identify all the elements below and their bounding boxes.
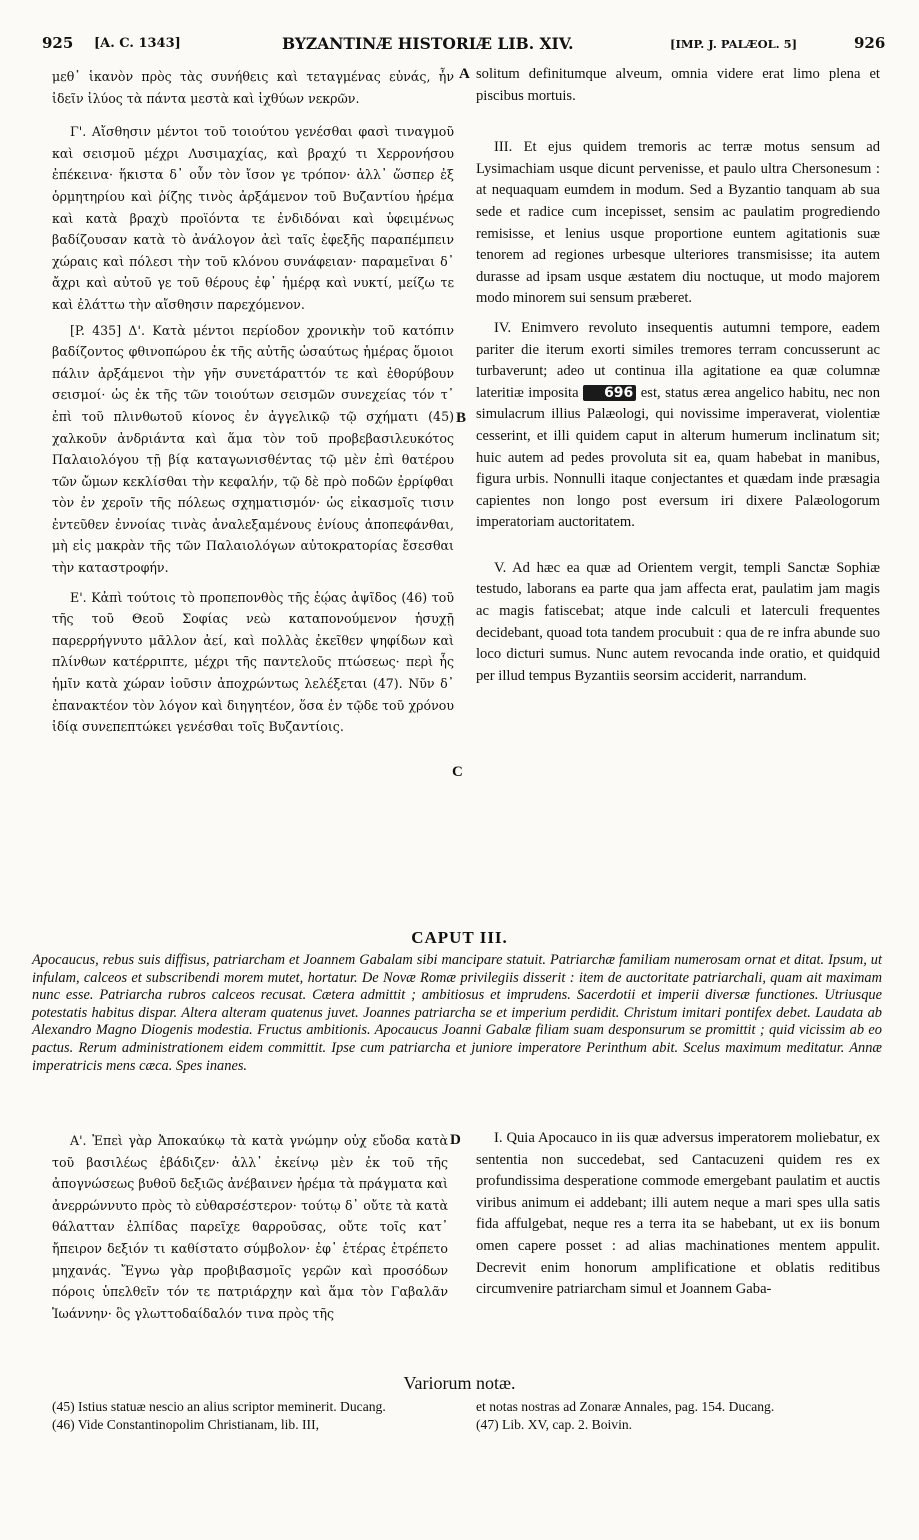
chapter-summary: Apocaucus, rebus suis diffisus, patriarcham et Joannem Gabalam sibi mancipare statuit. Patriarchæ familiam numerosam ornat et ditat. Ipsum, ut infulam, calceos et subscribendi morem mutet, hortatur. De Novæ Romæ privilegiis disserit : item de auctoritate patriarchali, quam ait maximam nunc esse. Patriarcha rubros calceos recusat. Cætera admittit ; ambitiosus et imprudens. Sacerdotii et imperii diversæ functiones. Utriusque potestatis habitus dispar. Altera alteram quatenus juvet. Joannes patriarcha se et imperium perdidit. Christum imitari pontifex debet. Laudata ab Alexandro Magno Diogenis modestia. Fructus ambitionis. Apocaucus Joanni Gabalæ filiam suam desponsurum se promittit ; quid vicissim ab eo pactus. Rerum administrationem eidem committit. Ipse cum patriarcha et juniore imperatore Perinthum abit. Scelus maximum meditatur. Annæ imperatricis mens cæca. Spes inanes. [32,952,882,1074]
margin-letter-d: D [450,1132,461,1148]
page-number-right: 926 [854,34,886,52]
footnotes-right [476,1398,880,1435]
greek-paragraph: Ε'. Κἀπὶ τούτοις τὸ προπεπονθὸς τῆς ἑῴας ἀψῖδος (46) τοῦ τῆς τοῦ Θεοῦ Σοφίας νεὼ καταπονούμενον ἡσυχῇ παρερρήγνυτο μᾶλλον ἀεί, καὶ πολλὰς ἐκεῖθεν ψηφίδων καὶ πλίνθων κατέρριπτε, μέχρι τῆς παντελοῦς πτώσεως· περὶ ἧς ἡμῖν κατὰ χώραν ἰοῦσιν ἀποχρώντως λελέξεται (47). Νῦν δ᾿ ἐπανακτέον τὸν λόγον καὶ διηγητέον, ὅσα ἐν τῷδε τοῦ χρόνου ἰδίᾳ συνεπεπτώκει γενέσθαι τοῖς Βυζαντίοις. [52,589,454,735]
latin-paragraph: est, status ærea angelico habitu, nec non simulacrum illius Palæologi, qui novissime imperaverat, violentiæ cesserint, et illi quidem caput in alterum humerum inclinatum sit; huic autem ad pedes provoluta sit ea, quam habebat in manibus, figura urbis. Nonnulli itaque conjectantes et quædam inde præsagia capientes non longo post eversum iri dixere Palæologorum imperatoriam auctoritatem. [476,384,880,531]
greek-column-bottom [52,1130,448,1324]
greek-column-top [52,66,454,738]
chapter-heading: CAPUT III. [411,928,508,947]
margin-letter-b: B [456,410,467,426]
latin-column-top [476,64,880,687]
greek-paragraph: μεθ᾿ ἱκανὸν πρὸς τὰς συνήθεις καὶ τεταγμένας εὐνάς, ἦν ἰδεῖν ἰλύος τὰ πάντα μεστὰ καὶ ἰχθύων νεκρῶν. [52,69,454,106]
page-marker-badge: 696 [583,385,636,401]
footnote: et notas nostras ad Zonaræ Annales, pag. 154. Ducang. [476,1399,775,1414]
header-emperor: [IMP. J. PALÆOL. 5] [670,37,798,51]
greek-paragraph: Α'. Ἐπεὶ γὰρ Ἀποκαύκῳ τὰ κατὰ γνώμην οὐχ εὔοδα κατὰ τοῦ βασιλέως ἐβάδιζεν· ἀλλ᾿ ἐκείνῳ μὲν ἐκ τοῦ τῆς ἀπογνώσεως βυθοῦ δεξιῶς ἀνέβαινεν ἠρέμα τὰ πράγματα καὶ ἀνερρώννυτο πρὸς τὸ εὐθαρσέστερον· τούτῳ δ᾿ οὔτε τὰ κατὰ θάλατταν ἐλπίδας παρεῖχε θαρροῦσας, οὔτε τοῖς κατ᾿ ἤπειρον δεξιόν τι καθίστατο σύμβολον· ἐφ᾿ ἑτέρας ἐτρέπετο μηχανάς. Ἔγνω γὰρ προβιβασμοῖς γερῶν καὶ προσόδων πόροις ὑπελθεῖν τόν τε πατριάρχην καὶ ἅμα τὸν Γαβαλᾶν Ἰωάννην· ὃς γλωττοδαίδαλόν τινα πρὸς τῆς [52,1133,448,1321]
latin-paragraph: solitum definitumque alveum, omnia videre erat limo plena et piscibus mortuis. [476,66,880,104]
footnotes-left [52,1398,452,1435]
latin-paragraph: I. Quia Apocauco in iis quæ adversus imperatorem moliebatur, ex sententia non succedebat, sed Cantacuzeni quidem res ex profundissima desperatione commode emergebant paulatim et auctis viribus animum ei addebant; illi autem neque a mari spes ulla satis fida affulgebat, neque res a terra ita se habebant, ut ex iis bonum omen capere posset : ad alias machinationes mentem appulit. Decrevit enim honorum amplificatione et oblatis reditibus circumvenire patriarcham simul et Joannem Gaba- [476,1130,880,1298]
margin-letter-c: C [452,764,463,780]
page-number-left: 925 [42,34,74,52]
latin-paragraph: V. Ad hæc ea quæ ad Orientem vergit, templi Sanctæ Sophiæ testudo, laborans ea parte qua jam affecta erat, paulatim jam magis ac magis fatiscebat; atque inde calculi et laterculi frequentes decidebant, quoad tota tandem procubuit : qua de re infra abunde suo loco dicturi sumus. Nunc autem revocanda inde oratio, et quidquid per illud tempus Byzantiis seorsim acciderit, narrandum. [476,559,880,684]
notes-heading: Variorum notæ. [403,1373,516,1393]
greek-paragraph: [P. 435] Δ'. Κατὰ μέντοι περίοδον χρονικὴν τοῦ κατόπιν βαδίζοντος φθινοπώρου ἐκ τῆς αὐτῆς ὡσαύτως ἡμέρας ὅμοιοι πάλιν ἀρξάμενοι τὴν γῆν συνετάραττόν τε καὶ ἐθορύβουν σεισμοί· ὡς ἐκ τῆς τῶν τοιούτων σεισμῶν συνεχείας τόν τ᾿ ἐπὶ τοῦ πλινθωτοῦ κίονος ἐν ἀγγελικῷ τῷ σχήματι (45) χαλκοῦν ἀνδριάντα καὶ ἅμα τὸν τοῦ προβεβασιλευκότος Παλαιολόγου τῇ βίᾳ καταγωνισθέντας τῷ μὲν ἐπὶ θατέρου τῶν ὤμων κεκλίσθαι τὴν κεφαλήν, τῷ δὲ πρὸ ποδῶν ἐρρίφθαι τὸν ἐν χεροῖν τῆς πόλεως σχηματισμόν· ὡς εἰκασμοῖς τισιν ἐντεῦθεν ἐννοίας τινὰς ἀναλεξαμένους ἐνίους ἀποπεφάνθαι, μὴ εἰς μακρὰν τῆς τῶν Παλαιολόγων αὐτοκρατορίας ἔσεσθαι τὴν καταστροφήν. [52,322,454,576]
latin-paragraph: III. Et ejus quidem tremoris ac terræ motus sensum ad Lysimachiam usque dicunt pervenisse, et paulo ultra Chersonesum : at nequaquam eumdem in modum. Sed a Byzantio tanquam ab sua sede et radice cum incepisset, sensim ac paulatim progrediendo remisisse, et lenius usque proportione euntem agitationis suæ tenorem ad regiones urbesque ulteriores transmisisse; ita autem durasse ad ipsam usque æstatem diu noctuque, ut modo majorem modo minorem sui sensum præberet. [476,139,880,307]
header-title: BYZANTINÆ HISTORIÆ LIB. XIV. [282,34,574,53]
header-date: [A. C. 1343] [94,36,181,51]
running-header [42,34,886,56]
margin-letter-a: A [459,66,470,82]
greek-paragraph: Γ'. Αἴσθησιν μέντοι τοῦ τοιούτου γενέσθαι φασὶ τιναγμοῦ καὶ σεισμοῦ μέχρι Λυσιμαχίας, καὶ βραχύ τι Χερρονήσου ἐπέκεινα· ἥκιστα δ᾿ οὖν τὸν ἴσον γε τρόπον· ἀλλ᾿ ὥσπερ ἐξ ὁρμητηρίου καὶ ῥίζης τινὸς ἀρξάμενον τοῦ Βυζαντίου ἠρέμα καὶ κατὰ βραχὺ προϊόντα τε ἐνδιδόναι καὶ ὑφειμένως βαδίζουσαν κατὰ τὸ ἀνάλογον ἀεὶ ταῖς ἐφεξῆς παραπέμπειν χώραις καὶ πόλεσι τὴν τοῦ κλόνου συνάφειαν· παραμεῖναι δ᾿ ἄχρι καὶ αὐτοῦ γε τοῦ θέρους ἐφ᾿ ἡμέρᾳ καὶ νυκτί, μείζω τε καὶ ἐλάττω τὴν αἴσθησιν παρεχόμενον. [52,124,454,312]
latin-paragraph: IV. Enimvero revoluto insequentis autumni tempore, eadem pariter die iterum exorti similes tremores terram concusserunt ac turbaverunt; adeo ut continua illa agitatione ea quæ columnæ lateritiæ imposita [476,319,880,401]
footnote: (45) Istius statuæ nescio an alius scriptor meminerit. Ducang. [52,1399,386,1414]
footnote: (46) Vide Constantinopolim Christianam, lib. III, [52,1417,320,1433]
footnote: (47) Lib. XV, cap. 2. Boivin. [476,1417,633,1433]
latin-column-bottom [476,1128,880,1301]
